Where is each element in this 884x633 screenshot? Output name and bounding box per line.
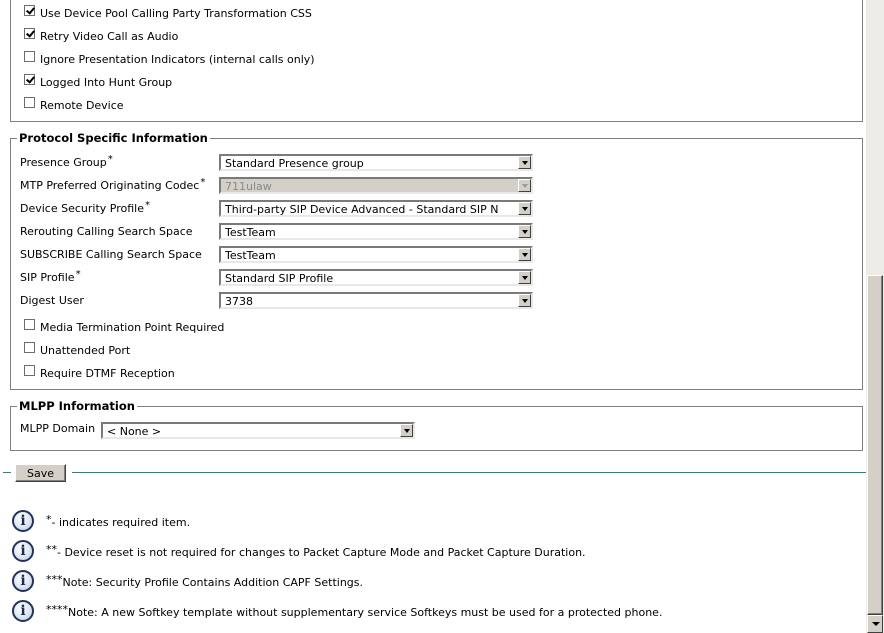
chevron-down-icon[interactable] (518, 225, 531, 238)
checkbox-row-retry-video[interactable] (24, 28, 178, 44)
info-icon (12, 510, 34, 532)
scrollbar-thumb[interactable] (867, 275, 883, 615)
checkbox-unattended-port[interactable] (24, 342, 35, 353)
presence-group-select[interactable]: Standard Presence group (219, 154, 533, 171)
checkbox-row-use-device-pool-css[interactable] (24, 5, 312, 21)
sip-profile-select[interactable]: Standard SIP Profile (219, 269, 533, 286)
subscribe-css-label: SUBSCRIBE Calling Search Space (20, 248, 202, 261)
info-icon (12, 540, 34, 562)
checkbox-require-dtmf-reception[interactable] (24, 365, 35, 376)
mtp-codec-label: MTP Preferred Originating Codec* (20, 177, 206, 192)
checkbox-use-device-pool-css[interactable] (24, 5, 35, 16)
checkbox-label: Use Device Pool Calling Party Transformation CSS (40, 6, 312, 20)
checkbox-row-ignore-presentation[interactable] (24, 51, 315, 67)
note-text: ***Note: Security Profile Contains Addition CAPF Settings. (46, 573, 363, 589)
checkbox-retry-video-as-audio[interactable] (24, 28, 35, 39)
checkbox-label: Require DTMF Reception (40, 366, 175, 380)
chevron-down-icon[interactable] (518, 156, 531, 169)
save-button[interactable]: Save (15, 464, 66, 482)
checkbox-remote-device[interactable] (24, 97, 35, 108)
divider-line (3, 472, 11, 473)
checkbox-logged-into-hunt-group[interactable] (24, 74, 35, 85)
note-row (12, 509, 190, 533)
section-legend: MLPP Information (19, 399, 135, 413)
note-row (12, 569, 363, 593)
checkbox-label: Logged Into Hunt Group (40, 75, 173, 89)
rerouting-css-select[interactable]: TestTeam (219, 223, 533, 240)
chevron-down-icon[interactable] (518, 271, 531, 284)
checkbox-label: Unattended Port (40, 343, 131, 357)
checkbox-label: Media Termination Point Required (40, 320, 225, 334)
subscribe-css-select[interactable]: TestTeam (219, 246, 533, 263)
checkbox-row-unattended-port[interactable] (24, 342, 130, 358)
vertical-scrollbar[interactable] (866, 0, 884, 633)
sip-profile-label: SIP Profile* (20, 269, 81, 284)
checkbox-media-termination-point-required[interactable] (24, 319, 35, 330)
note-row (12, 599, 662, 623)
divider-line (72, 472, 866, 473)
digest-user-label: Digest User (20, 294, 84, 307)
chevron-down-icon[interactable] (518, 202, 531, 215)
checkbox-row-require-dtmf[interactable] (24, 365, 175, 381)
note-text: **- Device reset is not required for changes to Packet Capture Mode and Packet Capture Duration. (46, 543, 586, 559)
chevron-down-icon[interactable] (518, 248, 531, 261)
device-security-profile-label: Device Security Profile* (20, 200, 150, 215)
checkbox-ignore-presentation-indicators[interactable] (24, 51, 35, 62)
digest-user-select[interactable]: 3738 (219, 292, 533, 309)
checkbox-row-logged-into-hunt[interactable] (24, 74, 172, 90)
checkbox-label: Ignore Presentation Indicators (internal calls only) (40, 52, 315, 66)
chevron-down-icon (518, 179, 531, 192)
rerouting-css-label: Rerouting Calling Search Space (20, 225, 193, 238)
note-text: ****Note: A new Softkey template without supplementary service Softkeys must be used for a protected phone. (46, 603, 663, 619)
note-text: *- indicates required item. (46, 513, 191, 529)
checkbox-label: Retry Video Call as Audio (40, 29, 179, 43)
device-security-profile-select[interactable]: Third-party SIP Device Advanced - Standard SIP N (219, 200, 533, 217)
chevron-down-icon[interactable] (400, 424, 413, 437)
checkbox-row-mtp-required[interactable] (24, 319, 224, 335)
mlpp-domain-select[interactable]: < None > (101, 422, 415, 439)
checkbox-label: Remote Device (40, 98, 124, 112)
note-row (12, 539, 586, 563)
info-icon (12, 570, 34, 592)
section-legend: Protocol Specific Information (19, 131, 208, 145)
info-icon (12, 600, 34, 622)
mtp-codec-select: 711ulaw (219, 177, 533, 194)
mlpp-domain-label: MLPP Domain (20, 422, 96, 435)
protocol-specific-section (10, 131, 863, 390)
checkbox-row-remote-device[interactable] (24, 97, 124, 113)
chevron-down-icon[interactable] (867, 615, 883, 633)
chevron-down-icon[interactable] (518, 294, 531, 307)
presence-group-label: Presence Group* (20, 154, 113, 169)
